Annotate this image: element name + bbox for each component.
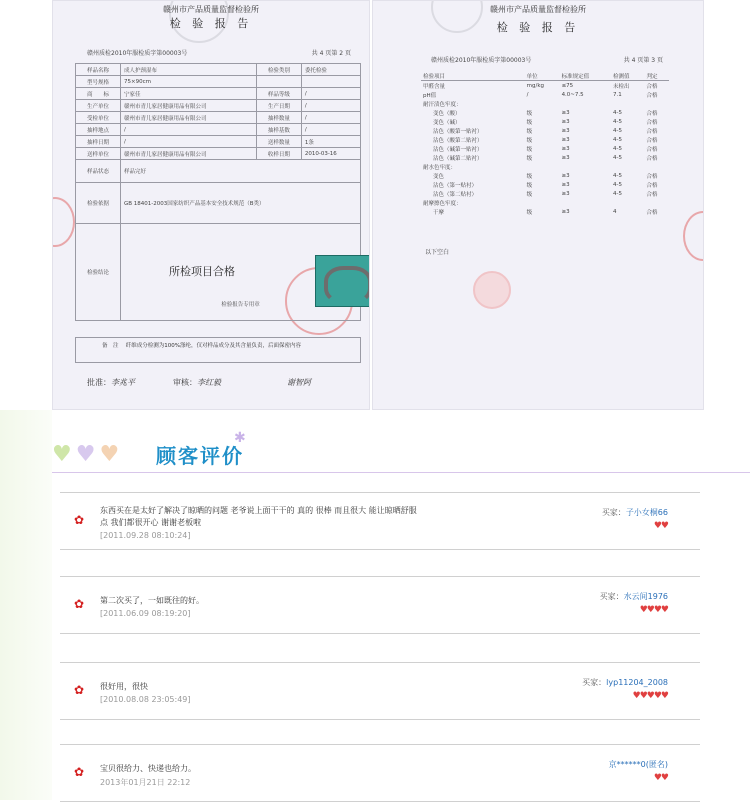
- form-label: 样品等级: [256, 88, 301, 100]
- results-cell: [525, 99, 560, 108]
- report-title: 检 验 报 告: [496, 21, 580, 34]
- form-label: 抽样地点: [76, 124, 121, 136]
- results-cell: 合格: [646, 83, 658, 90]
- results-cell: 沾色（酸第一贴衬）: [433, 128, 483, 135]
- results-cell: 7.1: [612, 91, 622, 98]
- results-cell: 沾色（碱第二贴衬）: [433, 155, 483, 162]
- decorative-side-shade: [0, 410, 52, 800]
- form-label: 抽样日期: [76, 136, 121, 148]
- report-page: 共 4 页第 2 页: [311, 50, 351, 57]
- flower-icon: ✿: [74, 513, 85, 527]
- inspection-report-page-3: [372, 0, 704, 410]
- results-cell: [611, 198, 644, 207]
- results-cell: 合格: [646, 128, 658, 135]
- results-cell: 甲醛含量: [423, 83, 446, 90]
- results-cell: 4-5: [612, 127, 622, 134]
- results-cell: [525, 198, 560, 207]
- basis-label: 检验依据: [76, 183, 121, 224]
- results-cell: ≥3: [561, 172, 570, 179]
- results-row: [421, 90, 669, 99]
- stamp-text: 检验报告专用章: [121, 224, 361, 321]
- results-cell: 合格: [646, 92, 658, 99]
- form-row: [76, 136, 361, 148]
- note-label: 备 注: [102, 343, 119, 349]
- signature-review-name: 李红毅: [197, 378, 221, 387]
- review-text: 很好用，很快: [100, 682, 148, 691]
- buyer-name[interactable]: 京******0(匿名): [608, 760, 668, 769]
- form-value: /: [301, 88, 360, 100]
- report-title: 检 验 报 告: [169, 17, 253, 30]
- results-row: [421, 171, 669, 180]
- review-time: [2011.09.28 08:10:24]: [100, 531, 191, 540]
- results-cell: 合格: [646, 191, 658, 198]
- form-value: 赣州市青儿家居健康用品有限公司: [121, 112, 257, 124]
- results-cell: [611, 99, 644, 108]
- form-value: [301, 76, 360, 88]
- results-cell: [560, 198, 611, 207]
- results-cell: 4.0~7.5: [561, 91, 584, 98]
- form-label: 收样日期: [256, 148, 301, 160]
- stamp-seal: [52, 197, 75, 247]
- results-header-cell: 检验项目: [421, 71, 525, 81]
- results-cell: 级: [526, 110, 533, 117]
- stamp-seal: [473, 271, 511, 309]
- note-row: [75, 337, 361, 363]
- results-row: [421, 207, 669, 216]
- results-cell: 级: [526, 209, 533, 216]
- form-row: [76, 112, 361, 124]
- results-cell: 沾色（碱第一贴衬）: [433, 146, 483, 153]
- form-value: 赣州市青儿家居健康用品有限公司: [121, 148, 257, 160]
- review-text: 第二次买了，一如既往的好。: [100, 596, 204, 605]
- results-cell: 4-5: [612, 154, 622, 161]
- flower-icon: ✿: [74, 597, 85, 611]
- results-row: [421, 153, 669, 162]
- form-label: 送样数量: [256, 136, 301, 148]
- sample-state: 样品完好: [121, 160, 361, 183]
- hearts-decoration: [52, 442, 123, 467]
- results-cell: ≥3: [561, 136, 570, 143]
- note-text: 纤维成分检测为100%涤纶，仅对样品成分及其含量负责，后面保密内容: [125, 343, 301, 349]
- results-cell: 级: [526, 146, 533, 153]
- vip-badge-icon: ♥♥: [653, 773, 668, 783]
- form-value: 成人护颈湿布: [121, 64, 257, 76]
- form-label: 检验类别: [256, 64, 301, 76]
- buyer-info: [582, 677, 668, 688]
- results-header-row: [421, 71, 669, 81]
- results-cell: mg/kg: [526, 82, 545, 89]
- results-cell: ≤75: [561, 82, 574, 89]
- end-note: 以下空白: [425, 249, 450, 256]
- basis: GB 18401-2003国家纺织产品基本安全技术规范（B类）: [121, 183, 361, 224]
- reviews-title: 顾客评价: [156, 444, 244, 468]
- fabric-swatch: [315, 255, 370, 307]
- heart-icon: ♥: [99, 442, 120, 467]
- form-label: 生产日期: [256, 100, 301, 112]
- results-row: [421, 135, 669, 144]
- results-cell: 4-5: [612, 136, 622, 143]
- signature-approve-name: 李兆平: [111, 378, 135, 387]
- results-cell: ≥3: [561, 181, 570, 188]
- sample-state-label: 样品状态: [76, 160, 121, 183]
- signature-approve: 批准：李兆平: [87, 378, 135, 387]
- form-row: [76, 100, 361, 112]
- results-cell: 耐水色牢度：: [423, 164, 457, 171]
- results-cell: 级: [526, 155, 533, 162]
- results-cell: 合格: [646, 119, 658, 126]
- review-text: 东西买在是太好了解决了晾晒的问题 老爷说上面干干的 真的 很棒 而且很大 能让晾晒舒服点 我们都很开心 谢谢老板啦: [100, 506, 417, 527]
- results-cell: 合格: [646, 209, 658, 216]
- results-header-cell: 单位: [525, 71, 560, 81]
- results-cell: [611, 162, 644, 171]
- divider: [52, 472, 750, 473]
- diamond-badge-icon: ♥♥: [653, 521, 668, 531]
- report-number: 赣州质检2010年服检质字第00003号: [431, 57, 532, 64]
- buyer-info: [600, 591, 668, 602]
- heart-icon: ♥: [52, 442, 72, 467]
- review-time: 2013年01月21日 22:12: [100, 778, 191, 787]
- buyer-info: [609, 759, 668, 770]
- flower-icon: ✿: [74, 765, 85, 779]
- results-cell: pH值: [423, 92, 437, 99]
- test-results-table: [421, 71, 669, 216]
- review-item: [60, 576, 700, 634]
- results-cell: 沾色（第一贴衬）: [433, 182, 478, 189]
- heart-rating-icon: ♥♥♥♥: [639, 605, 668, 615]
- form-label: 送样单位: [76, 148, 121, 160]
- buyer-name[interactable]: 子小女桐66: [625, 508, 668, 517]
- buyer-name[interactable]: lyp11204_2008: [606, 678, 668, 687]
- results-cell: [644, 99, 669, 108]
- review-time: [2011.06.09 08:19:20]: [100, 609, 191, 618]
- results-cell: 合格: [646, 182, 658, 189]
- verdict: 所检项目合格: [169, 265, 235, 278]
- results-cell: 级: [526, 137, 533, 144]
- results-cell: 未检出: [612, 83, 630, 90]
- buyer-prefix: 买家：: [599, 592, 624, 601]
- review-text: 宝贝很给力、快递也给力。: [100, 764, 196, 773]
- results-row: [421, 117, 669, 126]
- results-cell: ≥3: [561, 190, 570, 197]
- report-number: 赣州质检2010年服检质字第00003号: [87, 50, 188, 57]
- form-value: /: [301, 112, 360, 124]
- form-label: 抽样基数: [256, 124, 301, 136]
- results-row: [421, 144, 669, 153]
- form-value: 75×90cm: [121, 76, 257, 88]
- results-cell: [560, 162, 611, 171]
- results-header-cell: 判定: [644, 71, 669, 81]
- results-cell: [525, 162, 560, 171]
- results-cell: ≥3: [561, 208, 570, 215]
- results-cell: ≥3: [561, 127, 570, 134]
- results-row: [421, 162, 669, 171]
- signature-review: 审核：李红毅: [173, 378, 221, 387]
- form-value: 1条: [301, 136, 360, 148]
- results-cell: 级: [526, 173, 533, 180]
- results-cell: 合格: [646, 137, 658, 144]
- inspection-report-page-2: [52, 0, 370, 410]
- results-row: [421, 81, 669, 91]
- results-cell: 合格: [646, 110, 658, 117]
- form-row: [76, 124, 361, 136]
- results-cell: 4-5: [612, 145, 622, 152]
- form-label: 生产单位: [76, 100, 121, 112]
- results-cell: 4-5: [612, 118, 622, 125]
- form-label: 样品名称: [76, 64, 121, 76]
- report-page: 共 4 页第 3 页: [623, 57, 663, 64]
- results-cell: 合格: [646, 155, 658, 162]
- form-value: 委托检验: [301, 64, 360, 76]
- results-row: [421, 126, 669, 135]
- results-row: [421, 99, 669, 108]
- results-cell: ≥3: [561, 145, 570, 152]
- results-cell: 干摩: [433, 209, 445, 216]
- form-value: /: [301, 100, 360, 112]
- form-label: [256, 76, 301, 88]
- results-cell: ≥3: [561, 118, 570, 125]
- form-value: 宁家佳: [121, 88, 257, 100]
- review-item: [60, 492, 700, 550]
- results-cell: /: [526, 91, 529, 98]
- buyer-prefix: 买家：: [582, 678, 607, 687]
- review-item: [60, 744, 700, 802]
- results-cell: 级: [526, 119, 533, 126]
- flower-icon: ✿: [74, 683, 85, 697]
- form-value: 赣州市青儿家居健康用品有限公司: [121, 100, 257, 112]
- results-cell: 4-5: [612, 181, 622, 188]
- signature-third: 谢智阿: [287, 378, 311, 387]
- results-cell: 变色（酸）: [433, 110, 461, 117]
- results-cell: [560, 99, 611, 108]
- results-cell: 耐汗渍色牢度：: [423, 101, 462, 108]
- form-row: [76, 148, 361, 160]
- results-cell: [644, 162, 669, 171]
- results-cell: 4-5: [612, 172, 622, 179]
- form-value: /: [121, 136, 257, 148]
- results-cell: ≥3: [561, 154, 570, 161]
- heart-icon: ♥: [75, 442, 96, 467]
- stamp-seal: [683, 211, 704, 261]
- results-cell: [644, 198, 669, 207]
- heart-rating-icon: ♥♥♥♥♥: [632, 691, 668, 701]
- results-cell: 4-5: [612, 190, 622, 197]
- results-cell: 级: [526, 182, 533, 189]
- form-label: 受检单位: [76, 112, 121, 124]
- report-org: 赣州市产品质量监督检验所: [163, 5, 259, 14]
- results-row: [421, 180, 669, 189]
- results-cell: 合格: [646, 146, 658, 153]
- snowflake-icon: ✱: [234, 430, 246, 446]
- review-item: [60, 662, 700, 720]
- form-value: /: [121, 124, 257, 136]
- results-cell: 级: [526, 191, 533, 198]
- results-row: [421, 198, 669, 207]
- results-cell: 沾色（第二贴衬）: [433, 191, 478, 198]
- conclusion-label: 检验结论: [76, 224, 121, 321]
- results-header-cell: 检测值: [611, 71, 644, 81]
- results-cell: 沾色（酸第二贴衬）: [433, 137, 483, 144]
- results-row: [421, 189, 669, 198]
- results-cell: 变色（碱）: [433, 119, 461, 126]
- results-cell: 变色: [433, 173, 445, 180]
- report-org: 赣州市产品质量监督检验所: [490, 5, 586, 14]
- form-label: 抽样数量: [256, 112, 301, 124]
- results-cell: ≥3: [561, 109, 570, 116]
- results-cell: 级: [526, 128, 533, 135]
- form-row: [76, 76, 361, 88]
- reviews-header: [52, 430, 750, 474]
- form-label: 型号规格: [76, 76, 121, 88]
- buyer-name[interactable]: 水云间1976: [623, 592, 668, 601]
- buyer-info: [602, 507, 668, 518]
- form-row: [76, 88, 361, 100]
- form-label: 商 标: [76, 88, 121, 100]
- results-cell: 耐摩擦色牢度：: [423, 200, 462, 207]
- results-row: [421, 108, 669, 117]
- form-row: [76, 64, 361, 76]
- results-cell: 4: [612, 208, 617, 215]
- form-value: /: [301, 124, 360, 136]
- results-header-cell: 标准规定值: [560, 71, 611, 81]
- review-time: [2010.08.08 23:05:49]: [100, 695, 191, 704]
- form-value: 2010-03-16: [301, 148, 360, 160]
- results-cell: 4-5: [612, 109, 622, 116]
- results-cell: 合格: [646, 173, 658, 180]
- buyer-prefix: 买家：: [601, 508, 626, 517]
